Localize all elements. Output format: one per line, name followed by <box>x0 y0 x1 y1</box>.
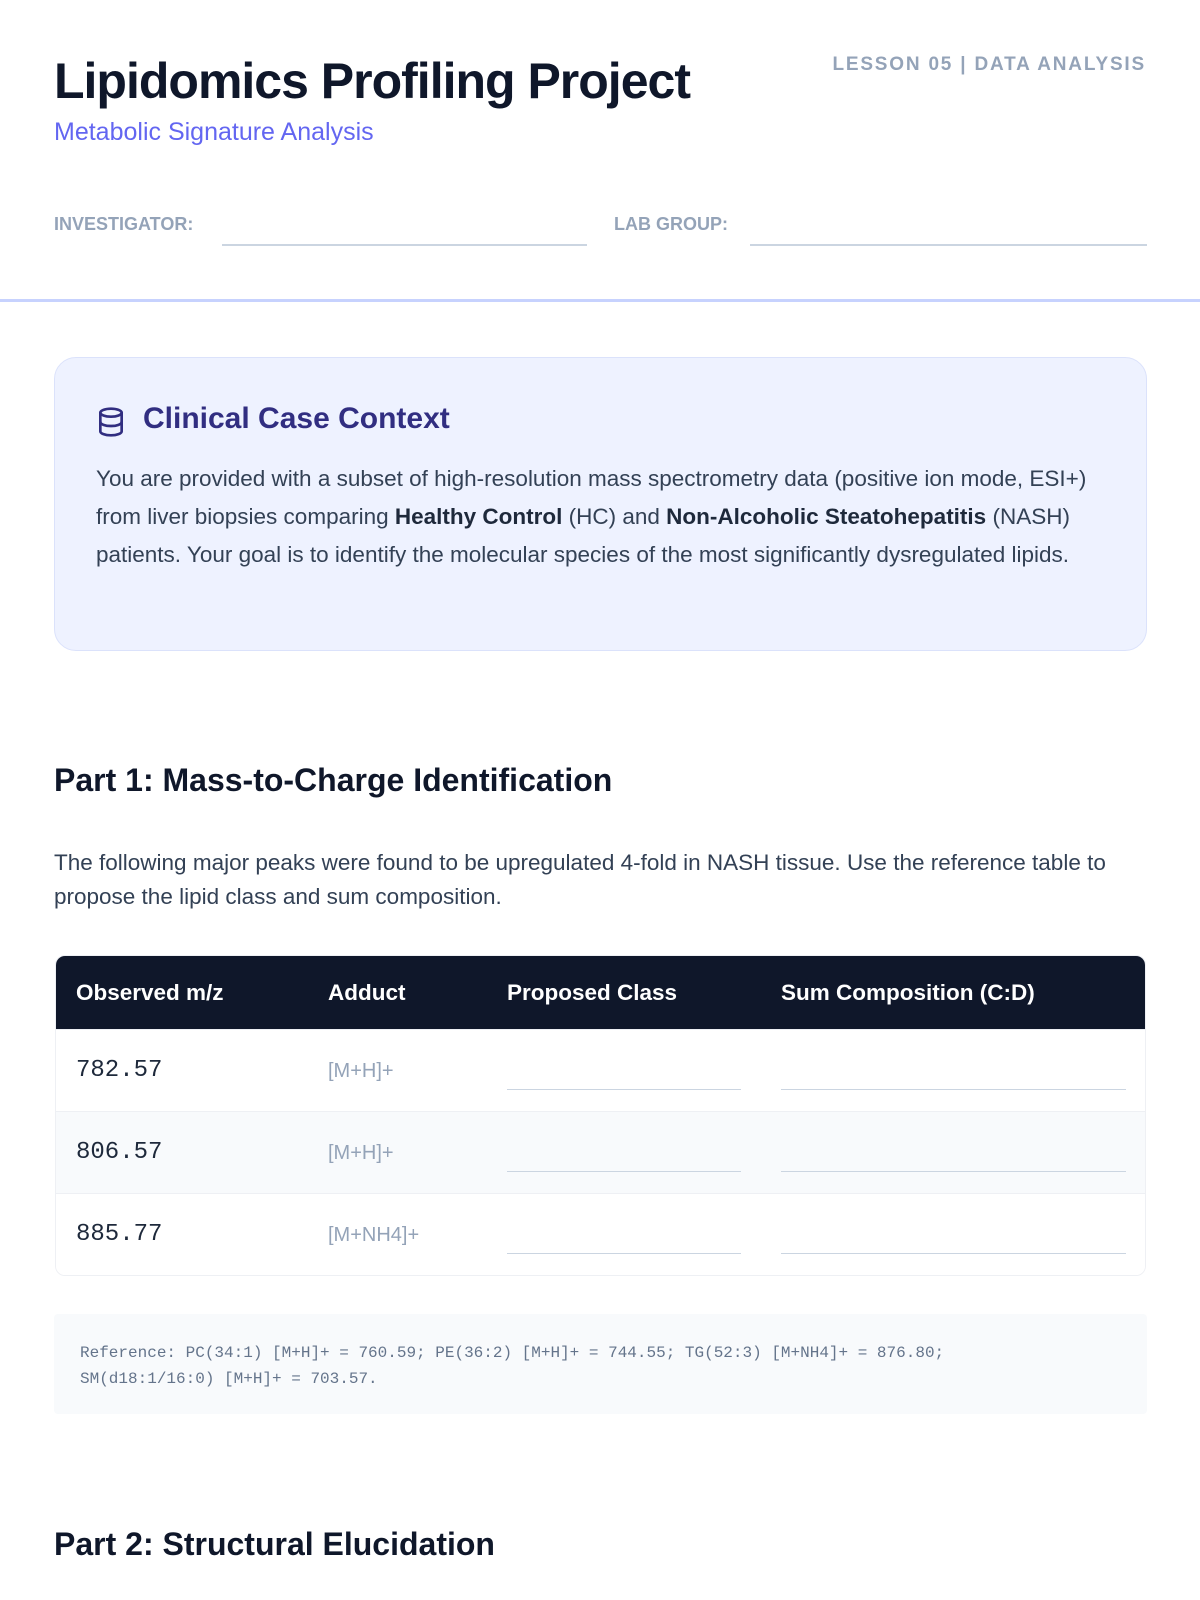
reference-line: Reference: PC(34:1) [M+H]+ = 760.59; PE(36:2) [M+H]+ = 744.55; TG(52:3) [M+NH4]+ = 876.80; <box>80 1344 945 1362</box>
table-row <box>56 1111 1145 1193</box>
adduct: [M+H]+ <box>328 1142 394 1164</box>
proposed-class-field[interactable] <box>507 1089 741 1090</box>
context-text: (HC) and <box>562 504 667 529</box>
part2-title: Part 2: Structural Elucidation <box>54 1526 495 1562</box>
context-text: (NASH) patients. Your goal is to identify the molecular species of the most significantly dysregulated lipids. <box>96 504 1070 567</box>
table-row <box>56 1029 1145 1111</box>
table-header <box>56 956 1145 1029</box>
database-icon <box>95 406 127 438</box>
reference-line: SM(d18:1/16:0) [M+H]+ = 703.57. <box>80 1370 378 1388</box>
column-header: Proposed Class <box>507 980 678 1005</box>
sum-composition-field[interactable] <box>781 1171 1126 1172</box>
identification-table <box>55 955 1146 1276</box>
column-header: Sum Composition (C:D) <box>781 980 1035 1005</box>
lesson-label: LESSON 05 | DATA ANALYSIS <box>832 54 1146 75</box>
proposed-class-field[interactable] <box>507 1171 741 1172</box>
page-subtitle: Metabolic Signature Analysis <box>54 118 374 146</box>
part1-intro: The following major peaks were found to be upregulated 4-fold in NASH tissue. Use the reference table to propose the lipid class and sum composition. <box>54 850 1106 909</box>
proposed-class-field[interactable] <box>507 1253 741 1254</box>
observed-mz: 806.57 <box>76 1139 163 1166</box>
worksheet-header <box>0 0 1200 302</box>
observed-mz: 885.77 <box>76 1221 163 1248</box>
adduct: [M+NH4]+ <box>328 1224 420 1246</box>
sum-composition-field[interactable] <box>781 1253 1126 1254</box>
column-header: Adduct <box>328 980 406 1005</box>
context-title: Clinical Case Context <box>143 402 450 435</box>
observed-mz: 782.57 <box>76 1057 163 1084</box>
investigator-label: INVESTIGATOR: <box>54 214 194 234</box>
context-highlight: Non-Alcoholic Steatohepatitis <box>666 504 987 529</box>
context-body <box>96 460 1106 574</box>
column-header: Observed m/z <box>76 980 224 1005</box>
lab-group-label: LAB GROUP: <box>614 214 728 234</box>
context-highlight: Healthy Control <box>394 504 563 529</box>
reference-box <box>54 1314 1147 1414</box>
sum-composition-field[interactable] <box>781 1089 1126 1090</box>
table-row <box>56 1193 1145 1275</box>
context-text: You are provided with a subset of high-resolution mass spectrometry data (positive ion mode, ESI+) from liver biopsies comparing <box>96 466 1087 529</box>
page-title: Lipidomics Profiling Project <box>54 53 690 109</box>
part1-title: Part 1: Mass-to-Charge Identification <box>54 762 613 798</box>
clinical-context-card <box>54 357 1147 651</box>
adduct: [M+H]+ <box>328 1060 394 1082</box>
investigator-field[interactable] <box>222 244 587 246</box>
lab-group-field[interactable] <box>750 244 1147 246</box>
